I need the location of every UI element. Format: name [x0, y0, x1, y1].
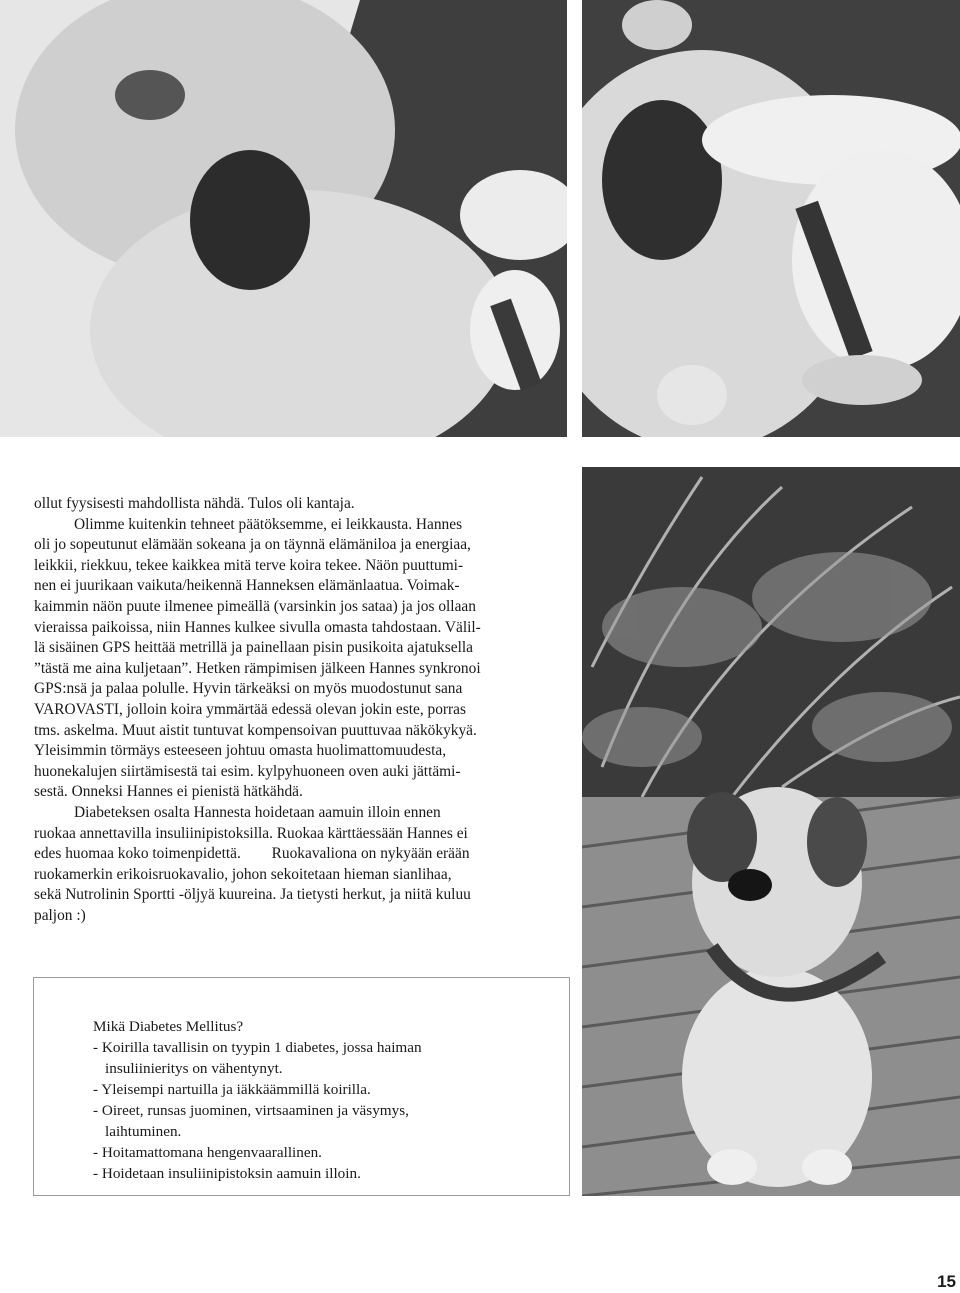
info-item: insuliinieritys on vähentynyt.: [105, 1060, 283, 1077]
page-number: 15: [937, 1272, 956, 1291]
article-line: sekä Nutrolinin Sportti -öljyä kuureina. Ja tietysti herkut, ja niitä kuluu: [34, 886, 471, 904]
article-line: lä sisäinen GPS heittää metrillä ja painellaan pisin pusikoita ajatuksella: [34, 639, 473, 657]
article-line: ruokaa annettavilla insuliinipistoksilla. Ruokaa kärttäessään Hannes ei: [34, 824, 468, 842]
article-line: GPS:nsä ja palaa polulle. Hyvin tärkeäksi on myös muodostunut sana: [34, 680, 463, 698]
info-box-title: Mikä Diabetes Mellitus?: [93, 1018, 244, 1035]
article-line: nen ei juurikaan vaikuta/heikennä Hanneksen elämänlaatua. Voimak-: [34, 577, 460, 595]
article-line: paljon :): [34, 906, 86, 924]
article-line: Olimme kuitenkin tehneet päätöksemme, ei leikkausta. Hannes: [74, 515, 463, 533]
photo-dog-insulin-injection-right: [582, 0, 960, 437]
info-item: - Hoitamattomana hengenvaarallinen.: [93, 1144, 322, 1161]
info-item: - Yleisempi nartuilla ja iäkkäämmillä koirilla.: [93, 1081, 371, 1098]
article-line: huonekalujen siirtämisestä tai esim. kylpyhuoneen oven auki jättämi-: [34, 762, 461, 780]
article-line: oli jo sopeutunut elämään sokeana ja on täynnä elämäniloa ja energiaa,: [34, 536, 471, 554]
article-line: vieraissa paikoissa, niin Hannes kulkee sivulla omasta tahdostaan. Välil-: [34, 618, 481, 636]
article-body: [34, 494, 554, 926]
diabetes-info-box: [33, 977, 570, 1196]
photo-dog-sitting-ferns: [582, 467, 960, 1196]
article-line: kaimmin näön puute ilmenee pimeällä (varsinkin jos sataa) ja jos ollaan: [34, 597, 476, 615]
article-line: Diabeteksen osalta Hannesta hoidetaan aamuin illoin ennen: [74, 803, 441, 821]
info-item: - Koirilla tavallisin on tyypin 1 diabetes, jossa haiman: [93, 1039, 422, 1056]
article-line: leikkii, riekkuu, tekee kaikkea mitä terve koira tekee. Näön puuttumi-: [34, 556, 464, 574]
article-line: ruokamerkin erikoisruokavalio, johon sekoitetaan hieman sianlihaa,: [34, 865, 452, 883]
article-line: sestä. Onneksi Hannes ei pienistä hätkähdä.: [34, 783, 303, 801]
article-line: ”tästä me aina kuljetaan”. Hetken rämpimisen jälkeen Hannes synkronoi: [34, 659, 481, 677]
photo-dog-insulin-injection-left: [0, 0, 567, 437]
info-item: - Hoidetaan insuliinipistoksin aamuin illoin.: [93, 1165, 361, 1182]
article-line: Yleisimmin törmäys esteeseen johtuu omasta huolimattomuudesta,: [34, 742, 447, 760]
article-line: ollut fyysisesti mahdollista nähdä. Tulos oli kantaja.: [34, 495, 355, 512]
article-line: edes huomaa koko toimenpidettä. Ruokavaliona on nykyään erään: [34, 845, 470, 863]
article-line: VAROVASTI, jolloin koira ymmärtää edessä olevan jokin este, porras: [34, 700, 466, 718]
info-item: - Oireet, runsas juominen, virtsaaminen ja väsymys,: [93, 1102, 409, 1119]
article-line: tms. askelma. Muut aistit tuntuvat kompensoivan puuttuvaa näkökykyä.: [34, 721, 477, 739]
info-item: laihtuminen.: [105, 1123, 182, 1140]
